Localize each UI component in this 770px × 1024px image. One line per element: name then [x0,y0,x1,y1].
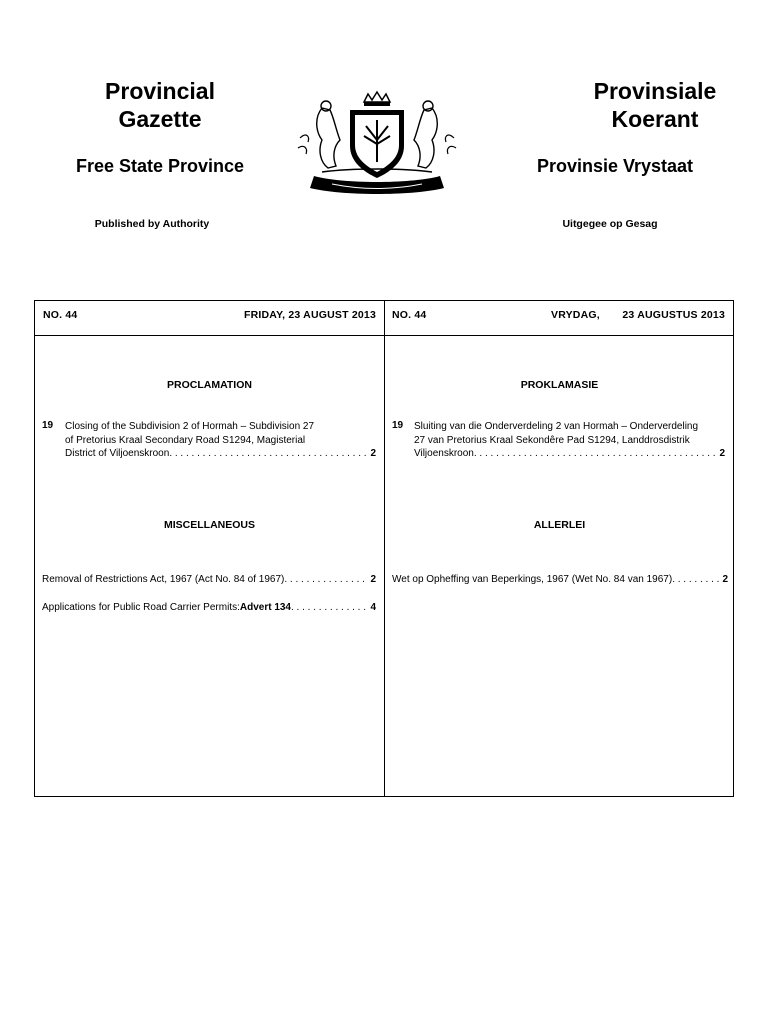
left-title-line2: Gazette [118,106,202,132]
left-misc-entry-1-page: 2 [370,574,376,585]
right-title-line1: Provinsiale [593,78,717,104]
issue-header-divider [35,335,733,336]
column-divider [384,301,385,796]
left-proclamation-line3 [65,447,376,461]
leader-dots [169,447,368,461]
coat-of-arms-icon [292,88,462,200]
left-misc-entry-2-advert: Advert 134 [239,602,291,613]
left-misc-entry-1 [42,573,376,587]
right-misc-entry-1-text: Wet op Opheffing van Beperkings, 1967 (Wet No. 84 van 1967) [392,574,673,585]
left-proclamation-line1: Closing of the Subdivision 2 of Hormah – Subdivision 27 [65,421,315,432]
leader-dots [474,447,718,461]
right-proclamation-line3 [414,447,725,461]
leader-dots [291,601,368,615]
left-authority-line: Published by Authority [94,218,210,230]
right-misc-entry-1 [392,573,728,587]
right-authority-line: Uitgegee op Gesag [562,218,658,230]
right-proclamation-number: 19 [392,420,404,431]
right-proclamation-heading: PROKLAMASIE [520,379,599,391]
contents-box [34,300,734,797]
right-misc-heading: ALLERLEI [533,519,586,531]
left-issue-date: FRIDAY, 23 AUGUST 2013 [243,309,376,321]
right-misc-entry-1-page: 2 [722,574,728,585]
right-issue-date: 23 AUGUSTUS 2013 [622,309,725,321]
right-issue-day: VRYDAG, [551,309,600,321]
left-proclamation-line2: of Pretorius Kraal Secondary Road S1294, Magisterial [65,434,306,446]
left-issue-number: NO. 44 [43,309,78,321]
left-province-subtitle: Free State Province [75,156,245,176]
left-misc-entry-2 [42,601,376,615]
right-proclamation-entry [414,420,725,461]
left-misc-entry-2-page: 4 [370,602,376,613]
right-proclamation-page: 2 [719,448,725,459]
left-proclamation-entry [65,420,376,461]
left-misc-heading: MISCELLANEOUS [163,519,255,531]
left-misc-entry-1-text: Removal of Restrictions Act, 1967 (Act No. 84 of 1967) [42,574,285,585]
right-issue-number: NO. 44 [392,309,427,321]
right-proclamation-line2: 27 van Pretorius Kraal Sekondêre Pad S1294, Landdrosdistrik [414,434,690,446]
left-title-line1: Provincial [105,78,215,104]
right-proclamation-line1: Sluiting van die Onderverdeling 2 van Hormah – Onderverdeling [414,421,699,432]
left-proclamation-number: 19 [42,420,54,431]
left-proclamation-page: 2 [370,448,376,459]
left-proclamation-heading: PROCLAMATION [167,379,252,391]
left-gazette-title [35,77,285,133]
right-title-line2: Koerant [611,106,699,132]
leader-dots [672,573,720,587]
left-misc-entry-2-text: Applications for Public Road Carrier Permits: [42,602,240,613]
left-proclamation-district: District of Viljoenskroon [65,448,170,459]
leader-dots [284,573,368,587]
right-gazette-title [530,77,770,133]
right-province-subtitle: Provinsie Vrystaat [536,156,694,176]
right-proclamation-district: Viljoenskroon [414,448,474,459]
